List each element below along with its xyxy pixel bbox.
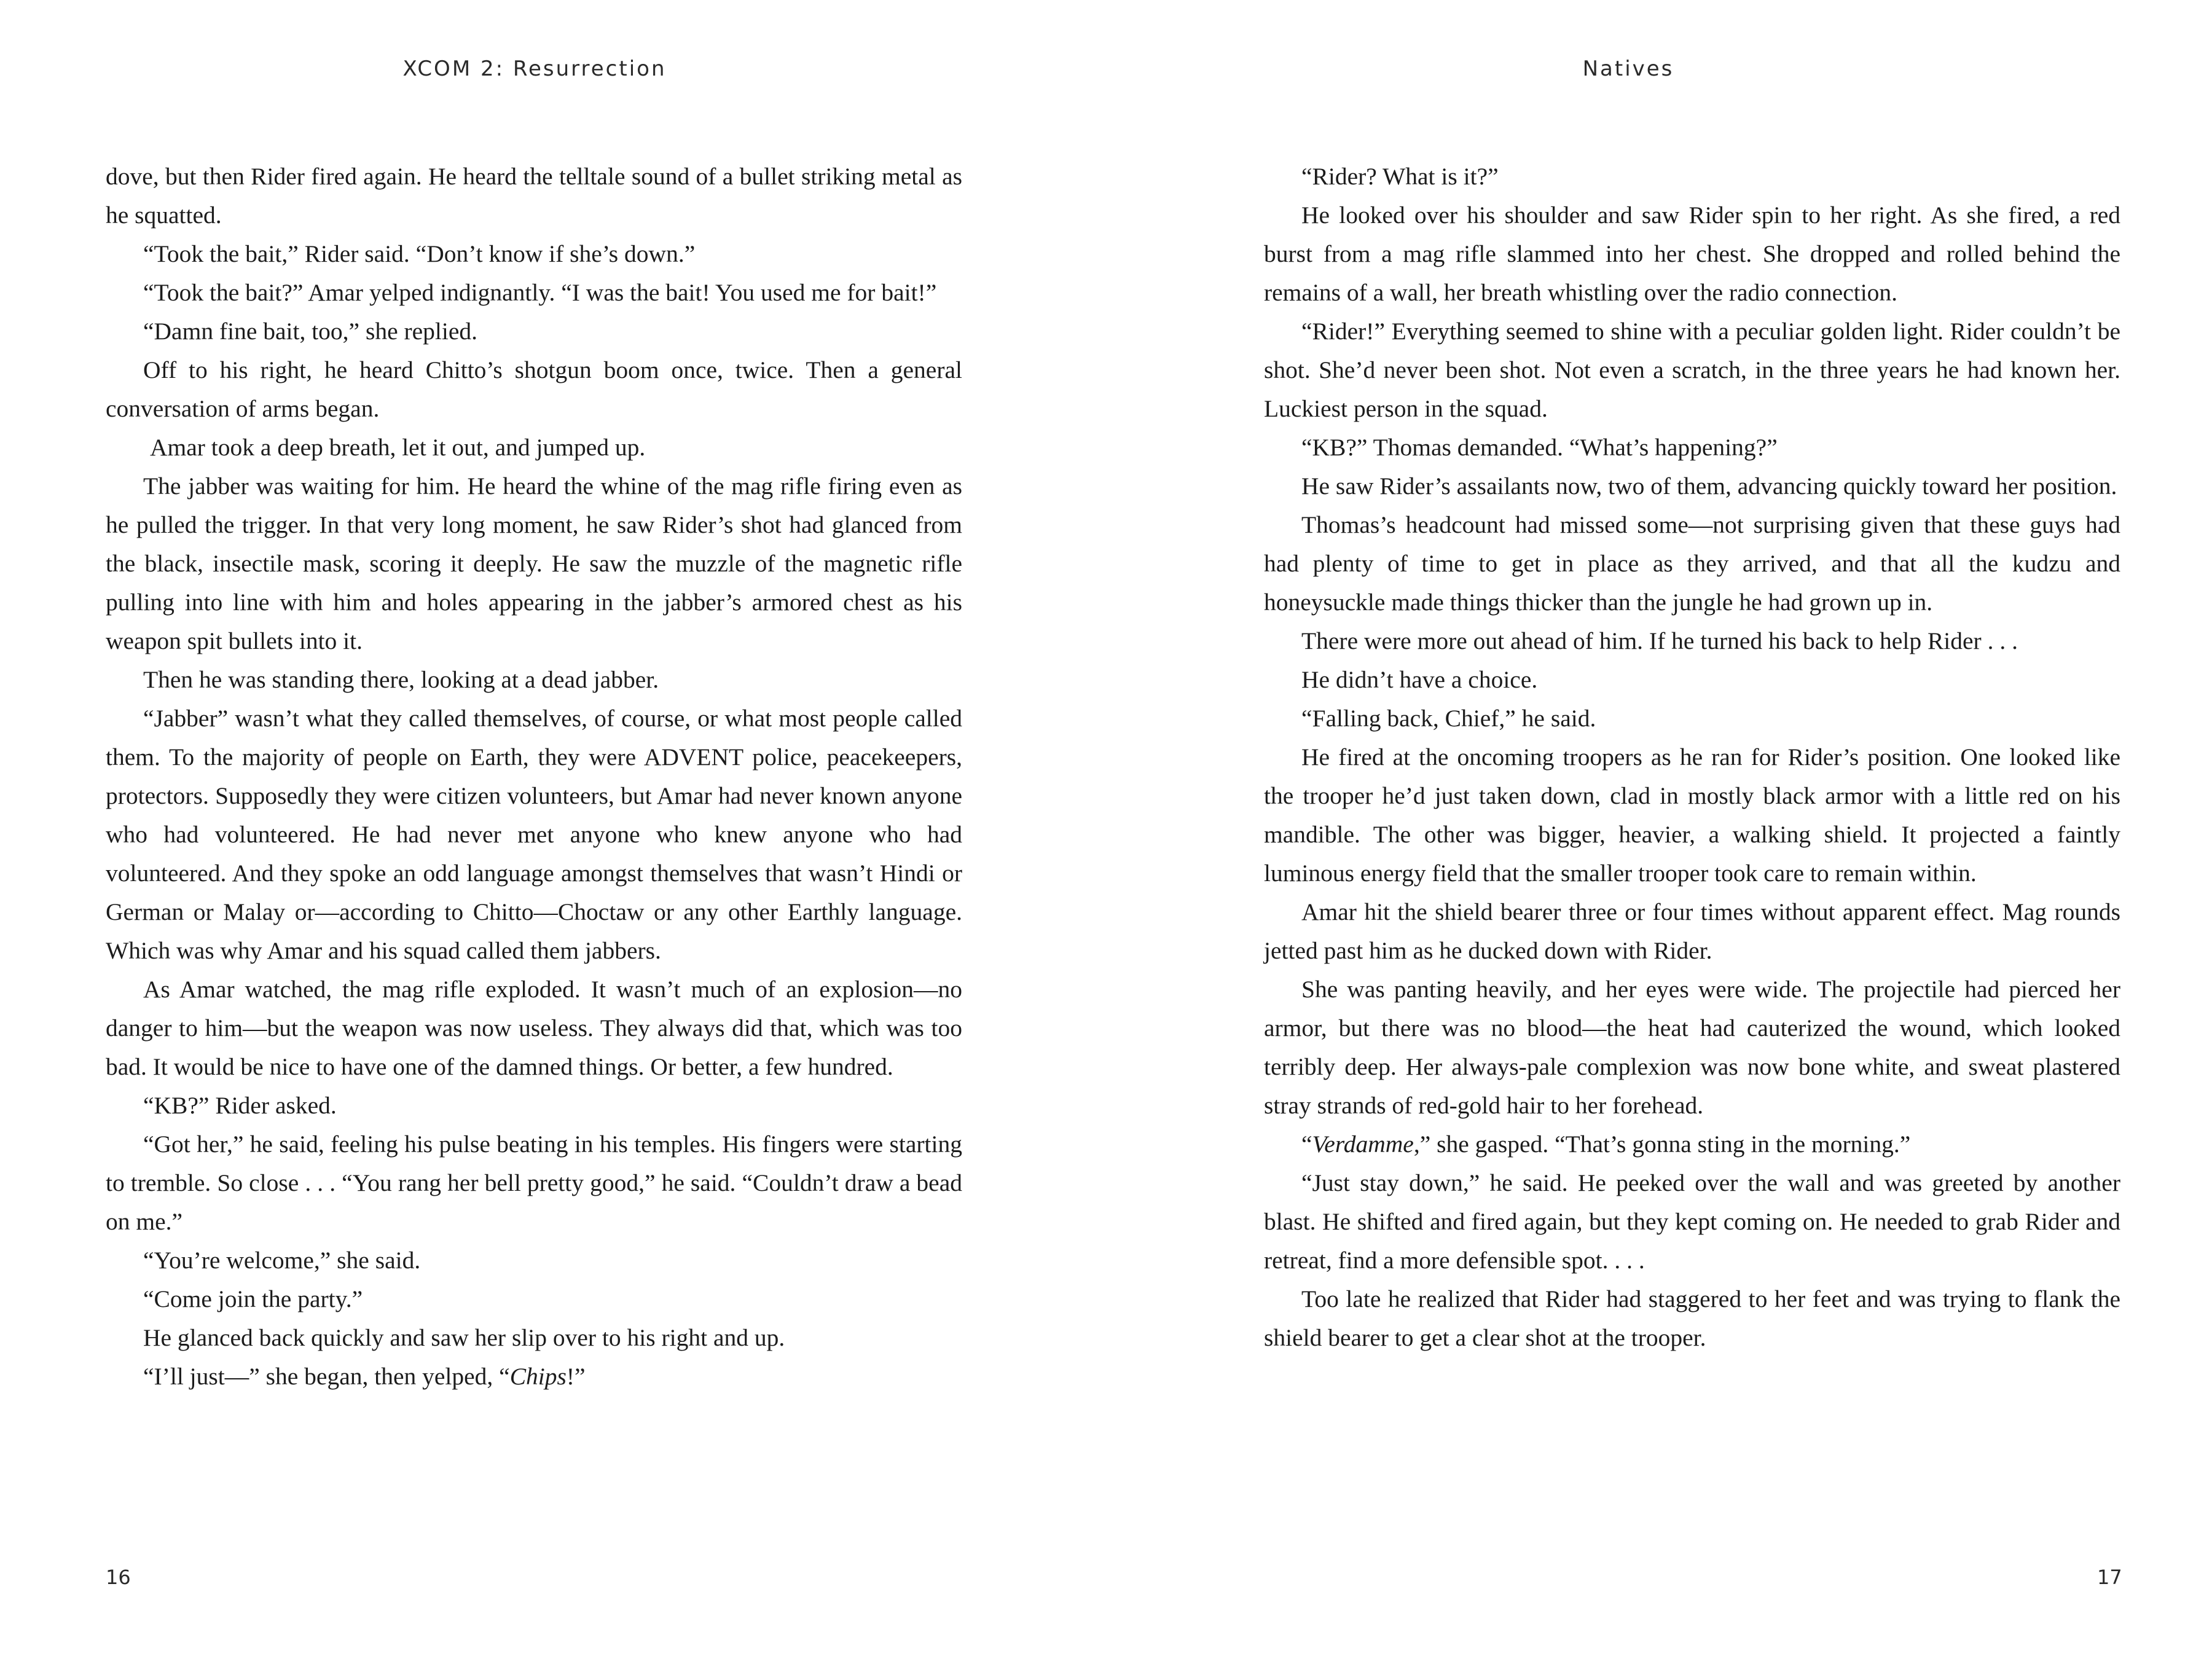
paragraph: He glanced back quickly and saw her slip over to his right and up. xyxy=(143,1324,785,1351)
paragraph: Off to his right, he heard Chitto’s shotgun boom once, twice. Then a general conversation of arms began. xyxy=(106,356,962,422)
right-page xyxy=(1106,0,2212,1659)
paragraph: He fired at the oncoming troopers as he ran for Rider’s position. One looked like the trooper he’d just taken down, clad in mostly black armor with a little red on his mandible. The other was bigger, heavier, a walking shield. It projected a faintly luminous energy field that the smaller trooper took care to remain within. xyxy=(1264,743,2120,887)
text-span: !” xyxy=(566,1363,586,1390)
paragraph: He didn’t have a choice. xyxy=(1301,666,1538,693)
paragraph: “Took the bait,” Rider said. “Don’t know if she’s down.” xyxy=(143,240,696,267)
paragraph: “KB?” Rider asked. xyxy=(143,1092,337,1119)
paragraph: dove, but then Rider fired again. He heard the telltale sound of a bullet striking metal as he squatted. xyxy=(106,163,962,229)
page-number-left: 16 xyxy=(106,1566,131,1589)
paragraph: “Rider? What is it?” xyxy=(1301,163,1499,190)
paragraph: “KB?” Thomas demanded. “What’s happening?” xyxy=(1301,434,1778,461)
text-span: “I’ll just—” she began, then yelped, “ xyxy=(143,1363,510,1390)
running-head-chapter-title: Natives xyxy=(1582,57,1674,81)
paragraph: Thomas’s headcount had missed some—not surprising given that these guys had had plenty of time to get in place as they arrived, and that all the kudzu and honeysuckle made things thicker than the jungle he had grown up in. xyxy=(1264,511,2120,616)
paragraph: “Just stay down,” he said. He peeked over the wall and was greeted by another blast. He shifted and fired again, but they kept coming on. He needed to grab Rider and retreat, find a more defensible spot. . . . xyxy=(1264,1169,2120,1274)
paragraph-verdamme xyxy=(1264,1125,2120,1164)
paragraph: There were more out ahead of him. If he turned his back to help Rider . . . xyxy=(1301,627,2018,654)
italic-word: Chips xyxy=(509,1363,567,1390)
paragraph: “Rider!” Everything seemed to shine with a peculiar golden light. Rider couldn’t be shot. She’d never been shot. Not even a scratch, in the three years he had known her. Luckiest person in the squad. xyxy=(1264,318,2120,422)
body-text-left xyxy=(106,157,962,1396)
paragraph: Too late he realized that Rider had staggered to her feet and was trying to flank the shield bearer to get a clear shot at the trooper. xyxy=(1264,1285,2120,1351)
body-text-right xyxy=(1264,157,2120,1357)
paragraph: The jabber was waiting for him. He heard the whine of the mag rifle firing even as he pulled the trigger. In that very long moment, he saw Rider’s shot had glanced from the black, insectile mask, scoring it deeply. He saw the muzzle of the magnetic rifle pulling into line with him and holes appearing in the jabber’s armored chest as his weapon spit bullets into it. xyxy=(106,473,962,654)
text-span: “ xyxy=(1301,1131,1312,1158)
paragraph: He looked over his shoulder and saw Rider spin to her right. As she fired, a red burst from a mag rifle slammed into her chest. She dropped and rolled behind the remains of a wall, her breath whistling over the radio connection. xyxy=(1264,202,2120,306)
paragraph: He saw Rider’s assailants now, two of them, advancing quickly toward her position. xyxy=(1301,473,2117,500)
paragraph: “Falling back, Chief,” he said. xyxy=(1301,705,1596,732)
paragraph: “Jabber” wasn’t what they called themselves, of course, or what most people called them. To the majority of people on Earth, they were ADVENT police, peacekeepers, protectors. Supposedly they were citizen volunteers, but Amar had never known anyone who had volunteered. He had never met anyone who knew anyone who had volunteered. And they spoke an odd language amongst themselves that wasn’t Hindi or German or Malay or—according to Chitto—Choctaw or any other Earthly language. Which was why Amar and his squad called them jabbers. xyxy=(106,705,962,964)
paragraph: Amar took a deep breath, let it out, and jumped up. xyxy=(150,434,646,461)
paragraph: “Come join the party.” xyxy=(143,1285,363,1312)
paragraph: “Damn fine bait, too,” she replied. xyxy=(143,318,478,345)
italic-word: Verdamme xyxy=(1312,1131,1414,1158)
paragraph: “Took the bait?” Amar yelped indignantly. “I was the bait! You used me for bait!” xyxy=(143,279,937,306)
running-head-book-title: XCOM 2: Resurrection xyxy=(402,57,667,81)
paragraph: Then he was standing there, looking at a dead jabber. xyxy=(143,666,659,693)
page-number-right: 17 xyxy=(2097,1566,2122,1589)
paragraph-chips xyxy=(106,1357,962,1396)
paragraph: As Amar watched, the mag rifle exploded. It wasn’t much of an explosion—no danger to him—but the weapon was now useless. They always did that, which was too bad. It would be nice to have one of the damned things. Or better, a few hundred. xyxy=(106,976,962,1080)
paragraph: Amar hit the shield bearer three or four times without apparent effect. Mag rounds jetted past him as he ducked down with Rider. xyxy=(1264,898,2120,964)
text-span: ,” she gasped. “That’s gonna sting in the morning.” xyxy=(1413,1131,1911,1158)
paragraph: “Got her,” he said, feeling his pulse beating in his temples. His fingers were starting to tremble. So close . . . “You rang her bell pretty good,” he said. “Couldn’t draw a bead on me.” xyxy=(106,1131,962,1235)
paragraph: She was panting heavily, and her eyes were wide. The projectile had pierced her armor, but there was no blood—the heat had cauterized the wound, which looked terribly deep. Her always-pale complexion was now bone white, and sweat plastered stray strands of red-gold hair to her forehead. xyxy=(1264,976,2120,1119)
paragraph: “You’re welcome,” she said. xyxy=(143,1247,421,1274)
